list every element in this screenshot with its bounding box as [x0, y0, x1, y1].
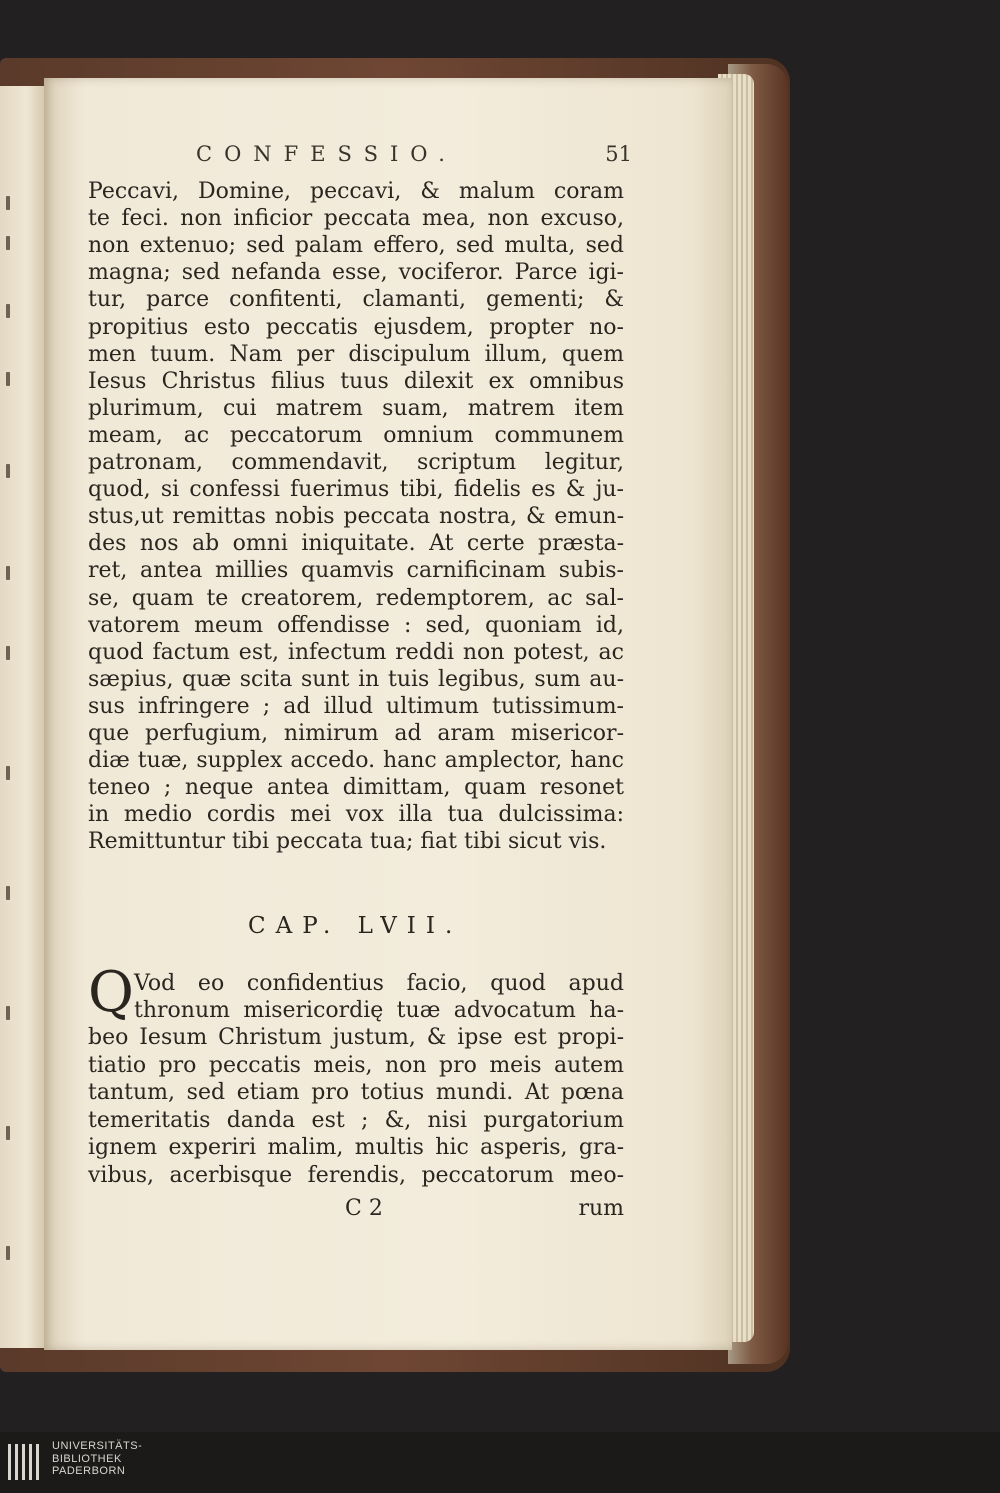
text-line: te feci. non inficior peccata mea, non excuso,: [88, 206, 624, 232]
margin-mark: [6, 1246, 10, 1260]
text-line: Vod eo confidentius facio, quod apud: [134, 971, 624, 996]
running-head: CONFESSIO.: [196, 142, 457, 166]
catchword: rum: [578, 1196, 624, 1221]
text-line: Iesus Christus filius tuus dilexit ex omnibus: [88, 368, 624, 394]
library-name-line: PADERBORN: [52, 1465, 126, 1477]
text-line: Peccavi, Domine, peccavi, & malum coram: [88, 179, 624, 204]
page-number: 51: [605, 142, 632, 166]
text-line: in medio cordis mei vox illa tua dulcissima:: [88, 802, 624, 828]
margin-mark: [6, 196, 10, 210]
text-line: se, quam te creatorem, redemptorem, ac sal-: [88, 585, 624, 611]
text-line: diæ tuæ, supplex accedo. hanc amplector, hanc: [88, 748, 624, 774]
text-line: meam, ac peccatorum omnium communem: [88, 422, 624, 448]
text-line: Remittuntur tibi peccata tua; fiat tibi sicut vis.: [88, 829, 607, 855]
text-line: plurimum, cui matrem suam, matrem item: [88, 395, 624, 421]
text-line: men tuum. Nam per discipulum illum, quem: [88, 341, 624, 367]
text-line: tur, parce confitenti, clamanti, gementi; &: [88, 287, 624, 313]
text-line: vibus, acerbisque ferendis, peccatorum meo-: [88, 1162, 624, 1188]
text-line: ignem experiri malim, multis hic asperis, gra-: [88, 1135, 624, 1160]
text-line: ret, antea millies quamvis carnificinam subis-: [88, 558, 624, 584]
margin-mark: [6, 1126, 10, 1140]
margin-mark: [6, 646, 10, 660]
text-line: tantum, sed etiam pro totius mundi. At pœna: [88, 1080, 624, 1105]
library-name-line: BIBLIOTHEK: [52, 1452, 122, 1465]
text-line: patronam, commendavit, scriptum legitur,: [88, 450, 624, 475]
margin-mark: [6, 236, 10, 250]
previous-page-sliver: [0, 86, 44, 1348]
margin-mark: [6, 566, 10, 580]
margin-mark: [6, 464, 10, 478]
margin-mark: [6, 304, 10, 318]
signature-mark: C 2: [345, 1196, 383, 1221]
drop-cap: Q: [88, 960, 134, 1025]
chapter-title: CAP. LVII.: [248, 913, 463, 939]
text-line: stus,ut remittas nobis peccata nostra, & emun-: [88, 504, 624, 530]
margin-mark: [6, 1006, 10, 1020]
margin-mark: [6, 766, 10, 780]
text-line: vatorem meum offendisse : sed, quoniam id,: [88, 612, 624, 638]
text-line: sæpius, quæ scita sunt in tuis legibus, sum au-: [88, 666, 624, 692]
margin-mark: [6, 372, 10, 386]
text-line: magna; sed nefanda esse, vociferor. Parce igi-: [88, 260, 624, 286]
text-line: quod, si confessi fuerimus tibi, fidelis es & ju-: [88, 477, 624, 503]
text-line: non extenuo; sed palam effero, sed multa, sed: [88, 233, 624, 259]
library-logo-icon: [6, 1442, 46, 1482]
text-line: temeritatis danda est ; &, nisi purgatorium: [88, 1107, 624, 1133]
text-line: quod factum est, infectum reddi non potest, ac: [88, 639, 624, 665]
text-line: sus infringere ; ad illud ultimum tutissimum-: [88, 693, 624, 719]
text-line: thronum misericordię tuæ advocatum ha-: [134, 998, 624, 1023]
text-line: tiatio pro peccatis meis, non pro meis autem: [88, 1052, 624, 1078]
text-line: des nos ab omni iniquitate. At certe præsta-: [88, 531, 624, 557]
library-name: [52, 1440, 252, 1478]
text-line: teneo ; neque antea dimittam, quam resonet: [88, 775, 624, 801]
text-line: propitius esto peccatis ejusdem, propter no-: [88, 314, 624, 340]
text-line: que perfugium, nimirum ad aram misericor-: [88, 721, 624, 746]
margin-mark: [6, 886, 10, 900]
text-line: beo Iesum Christum justum, & ipse est propi-: [88, 1025, 624, 1050]
library-name-line: UNIVERSITÄTS-: [52, 1440, 143, 1452]
